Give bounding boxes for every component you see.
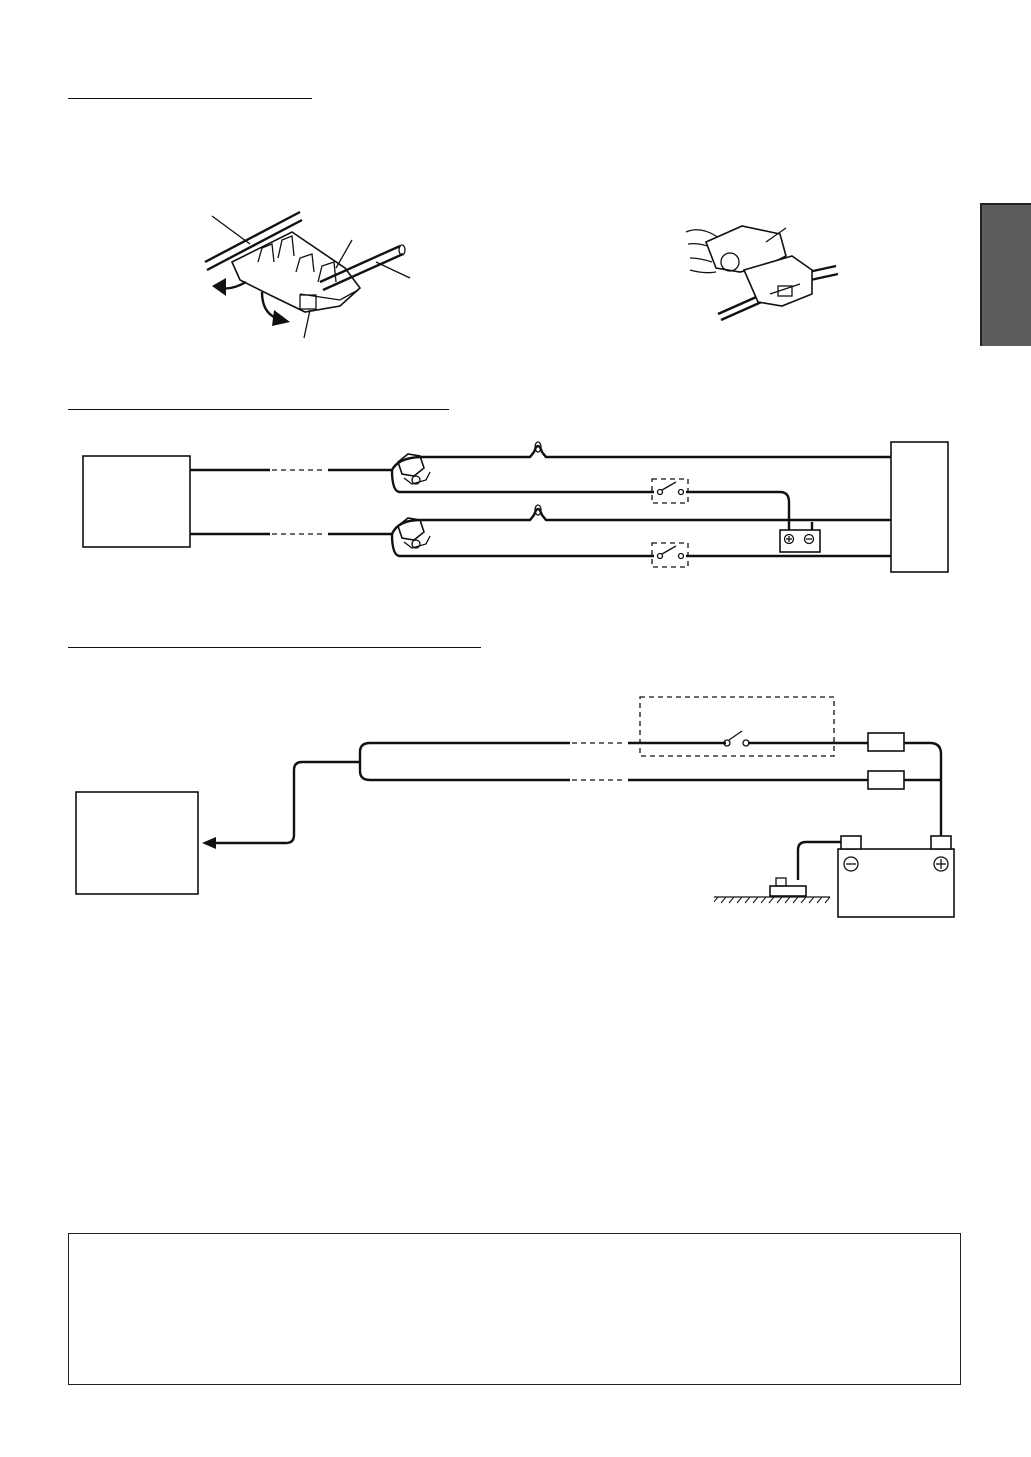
head-unit-box xyxy=(76,792,198,894)
ground-hatch-mark xyxy=(817,897,822,903)
arrow-icon xyxy=(202,762,360,849)
ignition-switch-icon xyxy=(640,697,834,756)
fuse-icon xyxy=(868,771,904,789)
ground-hatch-mark xyxy=(721,897,726,903)
ground-hatch-mark xyxy=(785,897,790,903)
ground-hatch-mark xyxy=(801,897,806,903)
ground-icon xyxy=(714,842,841,897)
crimped-connector-icon xyxy=(686,226,838,320)
ground-hatch-mark xyxy=(761,897,766,903)
ground-hatch-mark xyxy=(745,897,750,903)
ground-hatch-mark xyxy=(714,897,718,903)
switch-icon xyxy=(652,543,688,567)
ground-hatch-mark xyxy=(737,897,742,903)
switch-icon xyxy=(652,479,688,503)
terminal-block-icon xyxy=(780,530,820,552)
note-box xyxy=(68,1233,961,1385)
ground-hatch-mark xyxy=(777,897,782,903)
open-connector-icon xyxy=(205,212,410,338)
ground-hatch-mark xyxy=(769,897,774,903)
ground-hatch-mark xyxy=(793,897,798,903)
source-unit-box xyxy=(83,456,190,547)
ground-hatch-mark xyxy=(825,897,830,903)
ground-hatch-mark xyxy=(809,897,814,903)
amplifier-box xyxy=(891,442,948,572)
ground-hatch-mark xyxy=(729,897,734,903)
ground-hatch xyxy=(714,897,832,905)
fuse-icon xyxy=(868,733,904,751)
ground-hatch-mark xyxy=(753,897,758,903)
battery-icon xyxy=(838,836,954,917)
